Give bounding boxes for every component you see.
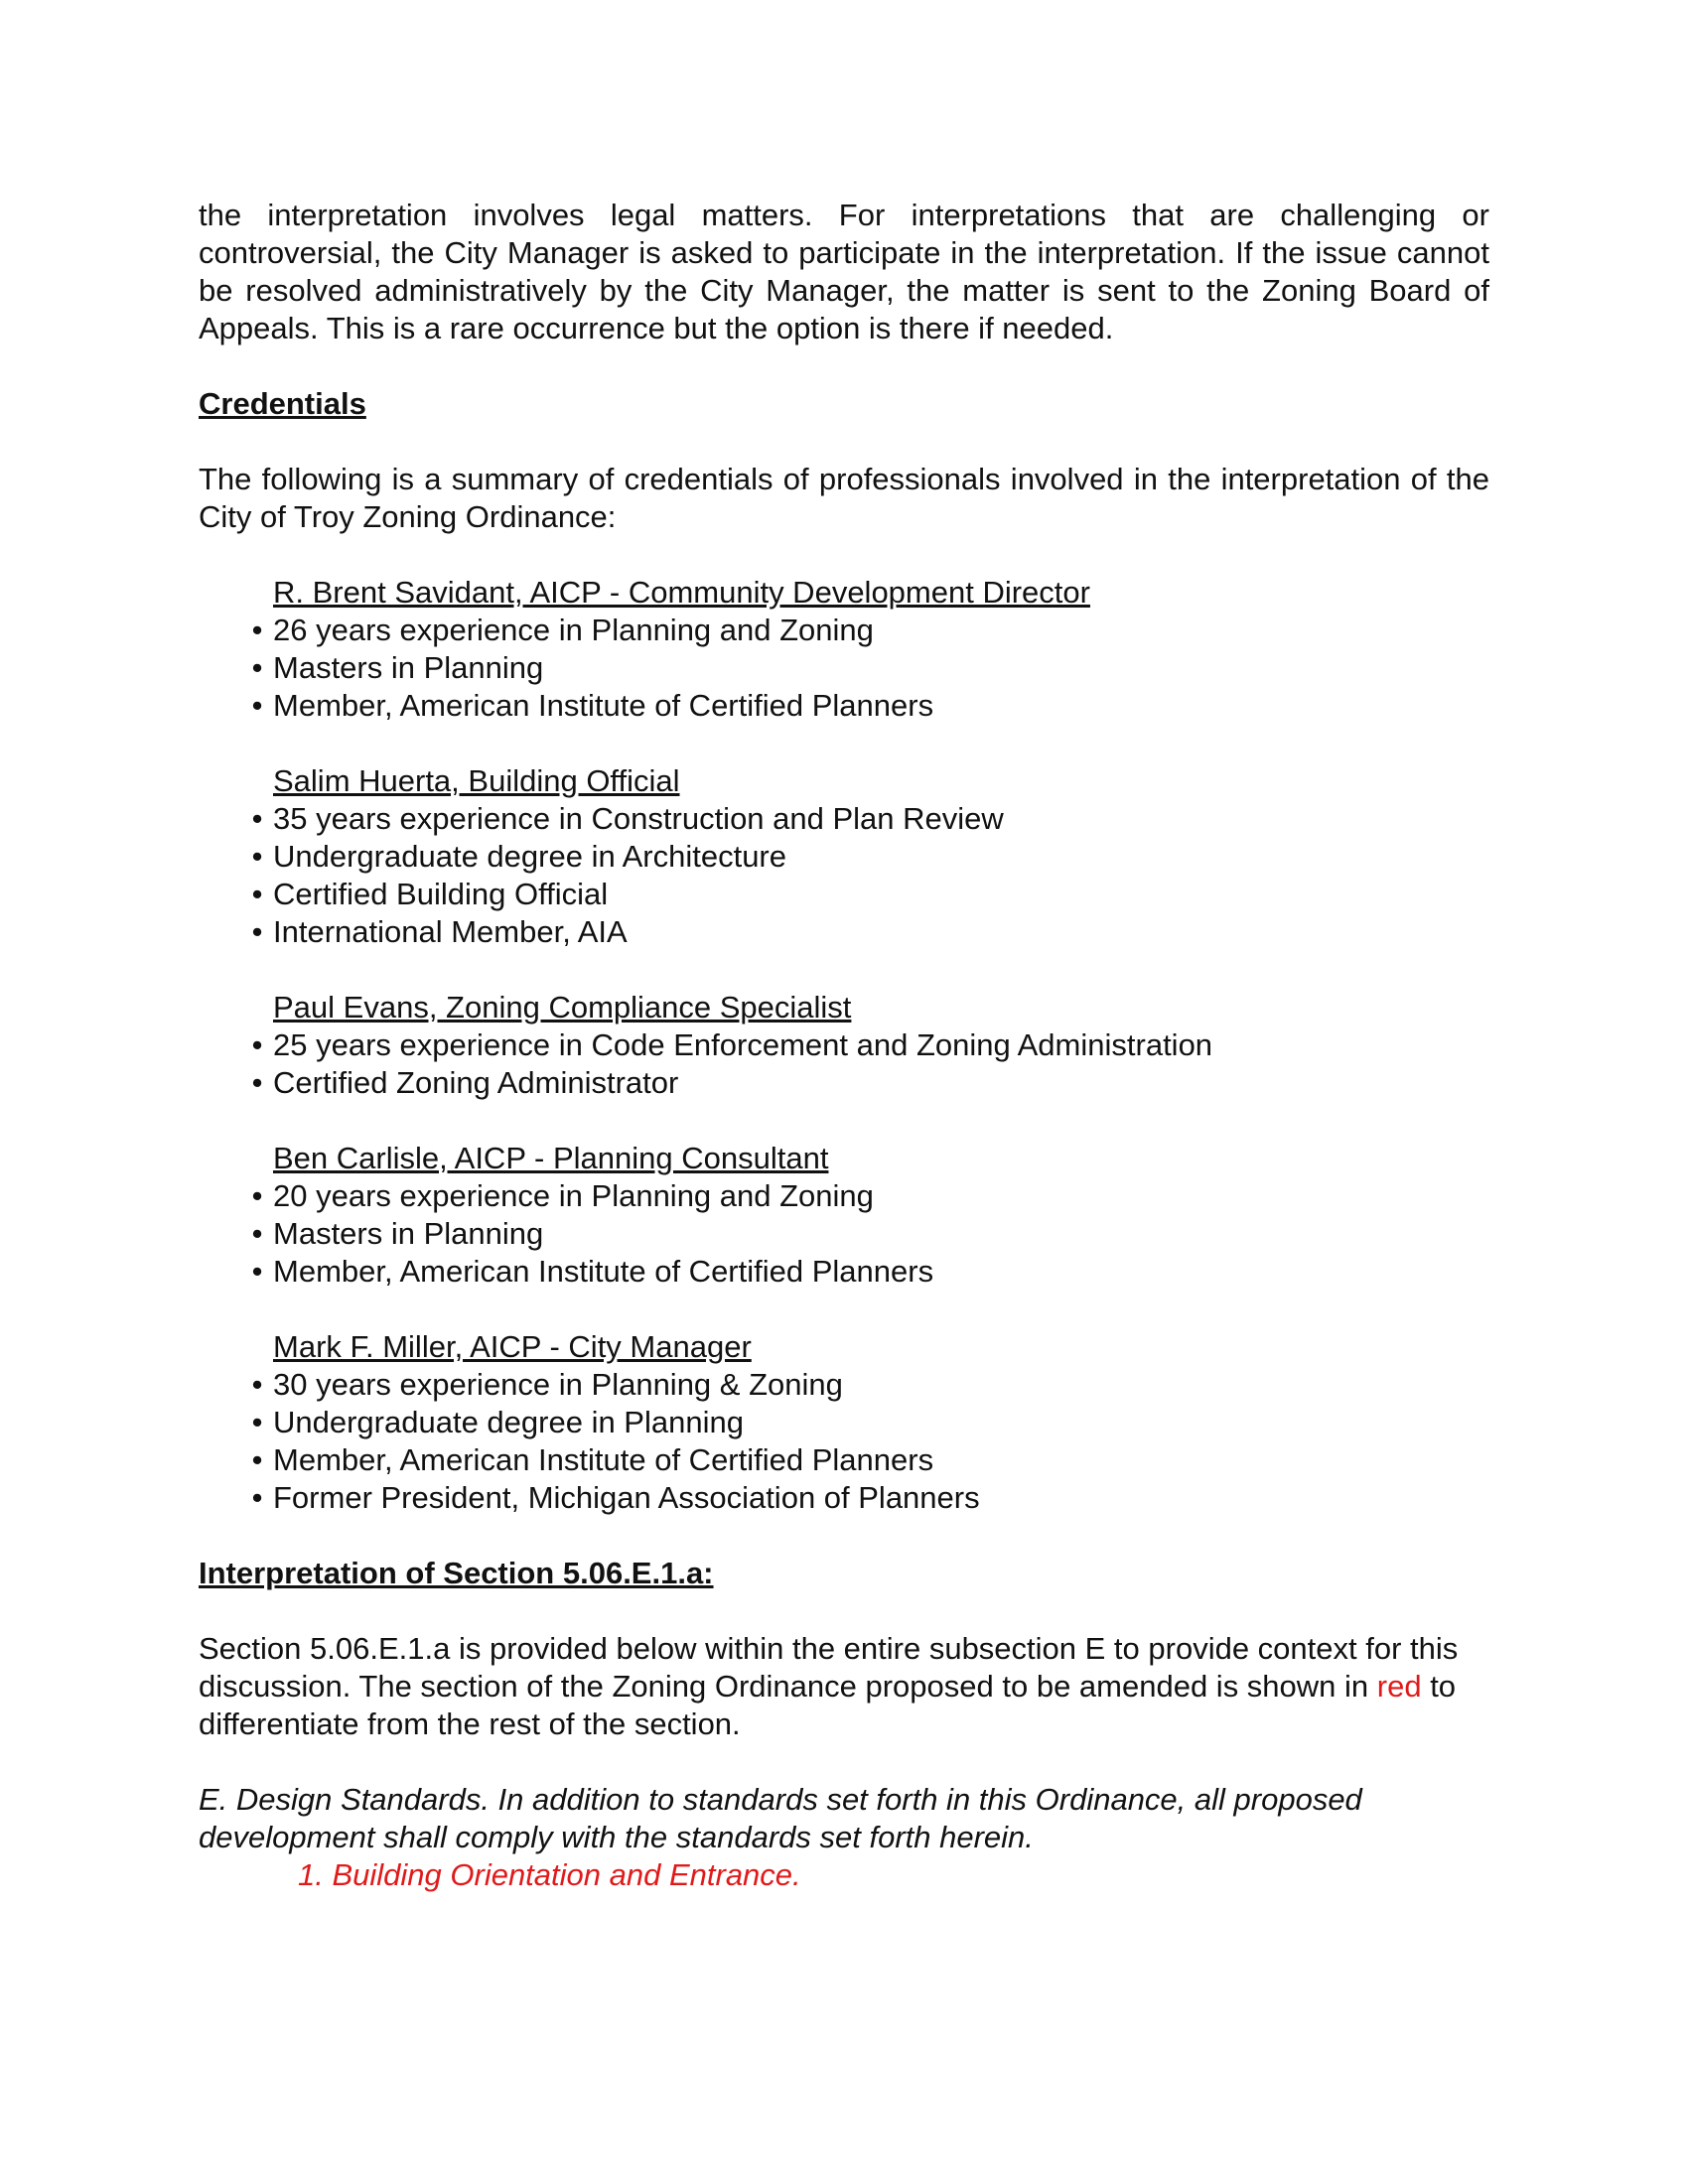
bullet-icon: • — [251, 1216, 263, 1251]
credentials-summary: The following is a summary of credentials of professionals involved in the interpretation of the City of Troy Zoning Ordinance: — [199, 462, 1489, 534]
credential-item — [251, 1404, 1489, 1441]
credential-items — [251, 800, 1489, 951]
spacer — [273, 1291, 1489, 1328]
credential-item-text: Former President, Michigan Association of Planners — [273, 1480, 980, 1515]
bullet-icon: • — [251, 1178, 263, 1213]
credential-person — [251, 1140, 1489, 1328]
bullet-icon: • — [251, 1367, 263, 1402]
credential-items — [251, 612, 1489, 725]
bullet-icon: • — [251, 1065, 263, 1100]
credential-item — [251, 1026, 1489, 1064]
credential-item-text: 20 years experience in Planning and Zoning — [273, 1178, 874, 1213]
credential-items — [251, 1177, 1489, 1291]
spacer — [199, 1592, 1489, 1630]
spacer — [199, 536, 1489, 574]
credential-item — [251, 876, 1489, 913]
bullet-icon: • — [251, 1442, 263, 1477]
credentials-heading: Credentials — [199, 386, 366, 421]
bullet-icon: • — [251, 839, 263, 874]
bullet-icon: • — [251, 1254, 263, 1289]
credential-person — [251, 1328, 1489, 1555]
spacer — [199, 347, 1489, 385]
credentials-list — [199, 574, 1489, 1555]
credential-item-text: 30 years experience in Planning & Zoning — [273, 1367, 843, 1402]
credential-item — [251, 687, 1489, 725]
person-name: Mark F. Miller, AICP - City Manager — [273, 1329, 752, 1364]
design-standards-text: E. Design Standards. In addition to standards set forth in this Ordinance, all proposed development shall comply with the standards set forth herein. — [199, 1782, 1362, 1854]
credential-item-text: International Member, AIA — [273, 914, 628, 949]
spacer — [273, 1517, 1489, 1555]
spacer — [199, 1743, 1489, 1781]
credential-item-text: Masters in Planning — [273, 1216, 544, 1251]
interpretation-text-before: Section 5.06.E.1.a is provided below within the entire subsection E to provide context for this discussion. The section of the Zoning Ordinance proposed to be amended is shown in — [199, 1631, 1459, 1704]
credential-items — [251, 1026, 1489, 1102]
spacer — [273, 725, 1489, 762]
spacer — [273, 1102, 1489, 1140]
intro-paragraph: the interpretation involves legal matters. For interpretations that are challenging or controversial, the City Manager is asked to participate in the interpretation. If the issue cannot be resolved administratively by the City Manager, the matter is sent to the Zoning Board of Appeals. This is a rare occurrence but the option is there if needed. — [199, 198, 1489, 345]
page-content — [199, 197, 1489, 1894]
spacer — [199, 423, 1489, 461]
credential-item-text: Member, American Institute of Certified Planners — [273, 1442, 934, 1477]
bullet-icon: • — [251, 1027, 263, 1062]
credential-item — [251, 913, 1489, 951]
interpretation-text-after: to differentiate from the rest of the section. — [199, 1669, 1457, 1741]
credential-item-text: Undergraduate degree in Planning — [273, 1405, 744, 1439]
credential-items — [251, 1366, 1489, 1517]
bullet-icon: • — [251, 613, 263, 647]
credential-item — [251, 1064, 1489, 1102]
credential-item-text: Member, American Institute of Certified Planners — [273, 688, 934, 723]
credential-item — [251, 649, 1489, 687]
credential-item-text: Member, American Institute of Certified Planners — [273, 1254, 934, 1289]
credential-item — [251, 1253, 1489, 1291]
credential-item — [251, 612, 1489, 649]
credential-person — [251, 762, 1489, 989]
interpretation-heading: Interpretation of Section 5.06.E.1.a: — [199, 1556, 714, 1590]
credential-item — [251, 1479, 1489, 1517]
person-name: Paul Evans, Zoning Compliance Specialist — [273, 990, 852, 1024]
bullet-icon: • — [251, 688, 263, 723]
interpretation-paragraph — [199, 1630, 1489, 1743]
bullet-icon: • — [251, 650, 263, 685]
credential-item-text: 35 years experience in Construction and Plan Review — [273, 801, 1004, 836]
credential-item — [251, 1177, 1489, 1215]
bullet-icon: • — [251, 877, 263, 911]
bullet-icon: • — [251, 1405, 263, 1439]
credential-item-text: Certified Zoning Administrator — [273, 1065, 679, 1100]
credential-item — [251, 838, 1489, 876]
credential-item — [251, 1215, 1489, 1253]
spacer — [273, 951, 1489, 989]
person-name: Ben Carlisle, AICP - Planning Consultant — [273, 1141, 829, 1175]
credential-item-text: 25 years experience in Code Enforcement and Zoning Administration — [273, 1027, 1213, 1062]
bullet-icon: • — [251, 801, 263, 836]
red-highlight-word: red — [1376, 1669, 1422, 1704]
person-name: R. Brent Savidant, AICP - Community Development Director — [273, 575, 1090, 610]
credential-item-text: Masters in Planning — [273, 650, 544, 685]
bullet-icon: • — [251, 1480, 263, 1515]
credential-person — [251, 989, 1489, 1140]
building-orientation-text: 1. Building Orientation and Entrance. — [298, 1857, 801, 1892]
credential-item-text: Certified Building Official — [273, 877, 609, 911]
credential-item-text: Undergraduate degree in Architecture — [273, 839, 786, 874]
credential-person — [251, 574, 1489, 762]
person-name: Salim Huerta, Building Official — [273, 763, 680, 798]
bullet-icon: • — [251, 914, 263, 949]
credential-item — [251, 800, 1489, 838]
credential-item-text: 26 years experience in Planning and Zoning — [273, 613, 874, 647]
credential-item — [251, 1441, 1489, 1479]
credential-item — [251, 1366, 1489, 1404]
